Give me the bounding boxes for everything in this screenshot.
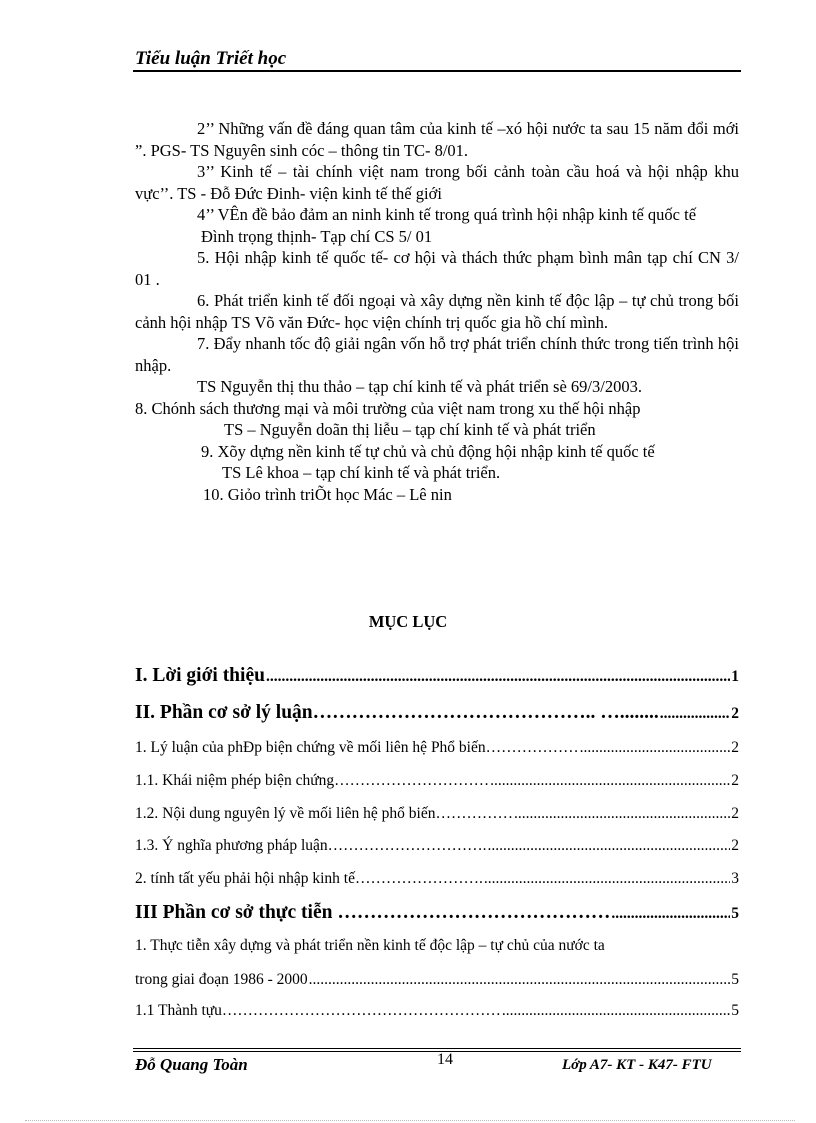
reference-item: TS Nguyễn thị thu thảo – tạp chí kinh tế và phát triển sè 69/3/2003. — [197, 377, 642, 396]
toc-leader — [490, 772, 730, 790]
toc-leader — [488, 837, 731, 855]
page-number: 14 — [437, 1051, 453, 1068]
reference-item: 2’’ Những vấn đề đáng quan tâm của kinh tế –xó hội nước ta sau 15 năm đổi mới ”. PGS- TS Nguyên sinh cóc – thông tin TC- 8/01. — [135, 119, 739, 160]
toc-entry-page: 5 — [731, 1002, 739, 1019]
reference-item: TS Lê khoa – tạp chí kinh tế và phát triển. — [222, 463, 501, 482]
toc-entry-label: III Phần cơ sở thực tiễn …………………………………… — [135, 902, 611, 923]
toc-entry[interactable] — [135, 870, 739, 888]
toc-leader — [580, 739, 731, 757]
toc-entry-label: 1.1. Khái niệm phép biện chứng………………………… — [135, 772, 490, 789]
toc-entry[interactable] — [135, 665, 739, 687]
toc-entry-page: 2 — [731, 705, 739, 722]
toc-entry-page: 2 — [731, 837, 739, 854]
footer-author: Đỗ Quang Toàn — [135, 1055, 248, 1074]
toc-leader — [309, 971, 731, 989]
toc-entry[interactable] — [135, 971, 739, 989]
toc-entry[interactable] — [135, 702, 739, 724]
toc-entry-page: 2 — [731, 739, 739, 756]
reference-item: 6. Phát triển kinh tế đối ngoại và xây dựng nền kinh tế độc lập – tự chủ trong bối cảnh hội nhập TS Võ văn Đức- học viện chính trị quốc gia hồ chí mình. — [135, 291, 739, 332]
toc-entry-page: 2 — [731, 805, 739, 822]
reference-item: Đình trọng thịnh- Tạp chí CS 5/ 01 — [201, 226, 433, 246]
reference-item: 10. Giỏo trình triÕt học Mác – Lê nin — [203, 484, 452, 504]
toc-entry-label: 1.3. Ý nghĩa phương pháp luận…………………………. — [135, 837, 487, 854]
toc-leader — [484, 870, 730, 888]
reference-list — [135, 118, 739, 505]
toc-entry-page: 2 — [731, 772, 739, 789]
page-edge-divider — [25, 1120, 795, 1121]
toc-entry-label: II. Phần cơ sở lý luận…………………………………….. …........ — [135, 702, 659, 723]
toc-entry[interactable] — [135, 739, 739, 757]
reference-item: TS – Nguyễn doãn thị liễu – tạp chí kinh tế và phát triển — [224, 420, 596, 439]
reference-item: 3’’ Kinh tế – tài chính việt nam trong bối cảnh toàn cầu hoá và hội nhập khu vực’’. TS - Đỗ Đức Đinh- viện kinh tế thế giới — [135, 162, 739, 203]
toc-entry[interactable] — [135, 805, 739, 823]
toc-entry-label: 1. Lý luận của phÐp biện chứng về mối liên hệ Phổ biến……………… — [135, 739, 579, 756]
toc-entry[interactable] — [135, 837, 739, 855]
toc-title: MỤC LỤC — [368, 612, 448, 631]
footer-class-info: Lớp A7- KT - K47- FTU — [562, 1057, 712, 1073]
toc-entry-page: 1 — [731, 668, 739, 685]
toc-entry-label: trong giai đoạn 1986 - 2000 — [135, 971, 308, 988]
footer-rule — [133, 1048, 741, 1049]
toc-entry-label: I. Lời giới thiệu — [135, 665, 265, 686]
toc-entry-page: 3 — [731, 870, 739, 887]
toc-entry-label: 1.1 Thành tựu……………………………………………… — [135, 1002, 501, 1019]
toc-entry-page: 5 — [731, 971, 739, 988]
toc-entry[interactable] — [135, 1002, 739, 1020]
reference-item: 9. Xõy dựng nền kinh tế tự chủ và chủ động hội nhập kinh tế quốc tế — [201, 441, 655, 461]
reference-item: 4’’ VÊn đề bảo đảm an ninh kinh tế trong quá trình hội nhập kinh tế quốc tế — [197, 205, 697, 224]
toc-entry-first-line[interactable]: 1. Thực tiễn xây dựng và phát triển nền kinh tế độc lập – tự chủ của nước ta — [135, 937, 605, 954]
toc-entry-page: 5 — [731, 905, 739, 922]
toc-entry[interactable] — [135, 902, 739, 924]
toc-leader — [502, 1002, 730, 1020]
toc-entry[interactable] — [135, 772, 739, 790]
header-rule — [133, 70, 741, 72]
toc-leader — [611, 905, 730, 923]
reference-item: 8. Chónh sách thương mại và môi trường của việt nam trong xu thế hội nhập — [135, 398, 641, 418]
toc-leader — [514, 805, 730, 823]
toc-leader — [660, 705, 730, 723]
header-title: Tiểu luận Triết học — [135, 48, 287, 69]
toc-entry-label: 1.2. Nội dung nguyên lý về mối liên hệ phổ biến…………… — [135, 805, 513, 822]
reference-item: 5. Hội nhập kinh tế quốc tế- cơ hội và thách thức phạm bình mân tạp chí CN 3/ 01 . — [135, 248, 739, 289]
toc-leader — [266, 668, 730, 686]
reference-item: 7. Đẩy nhanh tốc độ giải ngân vốn hỗ trợ phát triển chính thức trong tiến trình hội nhập. — [135, 334, 739, 375]
toc-entry-label: 2. tính tất yếu phải hội nhập kinh tế……………………. — [135, 870, 483, 887]
